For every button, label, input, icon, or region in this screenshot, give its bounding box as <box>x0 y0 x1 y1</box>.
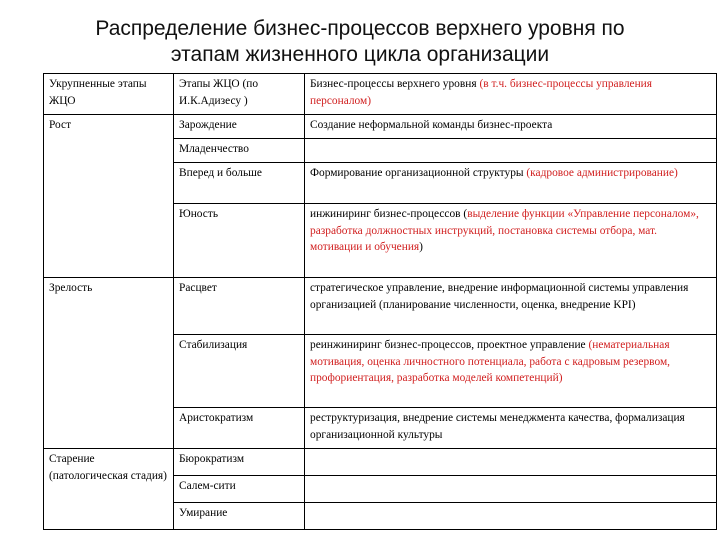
slide-title-line-2: этапам жизненного цикла организации <box>170 43 550 66</box>
header-cell-stages: Укрупненные этапы ЖЦО <box>44 74 174 115</box>
table-header-row <box>44 74 717 115</box>
substage-cell: Юность <box>174 204 305 278</box>
substage-cell: Умирание <box>174 503 305 530</box>
stage-cell-maturity: Зрелость <box>44 278 174 449</box>
header-processes-hr-note: (в т.ч. бизнес-процессы управления персоналом) <box>310 78 653 107</box>
process-text: Формирование организационной структуры <box>310 167 527 179</box>
process-cell: реструктуризация, внедрение системы менеджмента качества, формализация организационной культуры <box>305 408 717 449</box>
process-text: реинжиниринг бизнес-процессов, проектное управление <box>310 339 589 351</box>
table-row <box>44 278 717 335</box>
substage-cell: Стабилизация <box>174 335 305 408</box>
substage-cell: Зарождение <box>174 115 305 139</box>
substage-cell: Салем-сити <box>174 476 305 503</box>
process-cell <box>305 335 717 408</box>
substage-cell: Младенчество <box>174 139 305 163</box>
process-cell <box>305 163 717 204</box>
header-cell-business-processes <box>305 74 717 115</box>
process-text: инжиниринг бизнес-процессов ( <box>310 208 468 220</box>
table-row <box>44 449 717 476</box>
slide-title <box>0 16 720 68</box>
process-cell <box>305 204 717 278</box>
process-text-tail: ) <box>419 241 423 253</box>
process-cell <box>305 449 717 476</box>
header-cell-adizes-stages: Этапы ЖЦО (по И.К.Адизесу ) <box>174 74 305 115</box>
process-cell: Создание неформальной команды бизнес-проекта <box>305 115 717 139</box>
stage-cell-growth: Рост <box>44 115 174 278</box>
process-hr-note: (кадровое администрирование) <box>526 167 678 179</box>
process-hr-note: (нематериальная мотивация, оценка личностного потенциала, работа с кадровым резервом, профориентация, разработка моделей компетенций) <box>310 339 671 384</box>
substage-cell: Вперед и больше <box>174 163 305 204</box>
substage-cell: Расцвет <box>174 278 305 335</box>
lifecycle-table <box>43 73 717 530</box>
substage-cell: Бюрократизм <box>174 449 305 476</box>
substage-cell: Аристократизм <box>174 408 305 449</box>
stage-cell-aging: Старение (патологическая стадия) <box>44 449 174 530</box>
process-hr-note: выделение функции «Управление персоналом», разработка должностных инструкций, постановка системы отбора, мат. мотивации и обучения <box>310 208 699 253</box>
process-cell: стратегическое управление, внедрение информационной системы управления организацией (планирование численности, оценка, внедрение KPI) <box>305 278 717 335</box>
process-cell <box>305 139 717 163</box>
slide-title-line-1: Распределение бизнес-процессов верхнего уровня по <box>95 17 625 40</box>
process-cell <box>305 476 717 503</box>
table-row <box>44 115 717 139</box>
header-processes-text: Бизнес-процессы верхнего уровня <box>310 78 480 90</box>
process-cell <box>305 503 717 530</box>
